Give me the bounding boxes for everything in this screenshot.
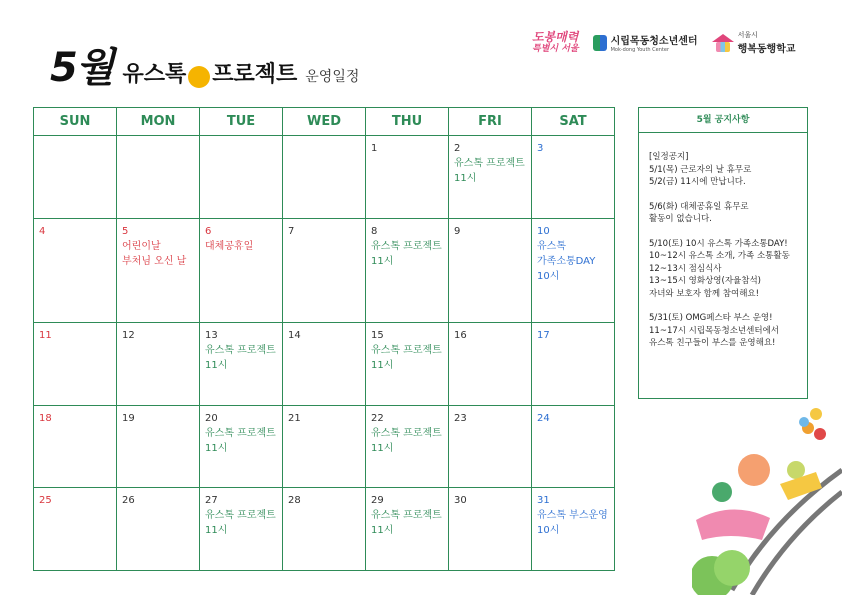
calendar-day-cell (117, 136, 200, 219)
day-number: 11 (39, 330, 52, 342)
calendar-week-row (34, 405, 615, 488)
notice-line: 5/2(금) 11시에 만납니다. (649, 177, 746, 187)
notice-line: 11~17시 시립목동청소년센터에서 (649, 325, 779, 336)
day-number: 8 (371, 225, 378, 237)
day-number: 9 (454, 225, 461, 237)
balloon-icon (799, 417, 809, 427)
calendar-day-cell (200, 218, 283, 323)
day-number: 6 (205, 225, 212, 237)
day-number: 18 (39, 412, 52, 424)
calendar-day-cell (449, 488, 532, 571)
cat-mascot-icon (738, 454, 770, 486)
calendar-day-cell (449, 323, 532, 406)
event-text: 11시 (371, 525, 394, 537)
day-number: 30 (454, 495, 467, 507)
calendar-day-cell (117, 405, 200, 488)
month-label: 5월 (50, 45, 113, 91)
weekday-header-row (34, 108, 615, 136)
notice-line: 5/6(화) 대체공휴일 휴무로 (649, 201, 749, 212)
calendar-day-cell (283, 488, 366, 571)
calendar-day-cell (532, 488, 615, 571)
calendar-day-cell (449, 136, 532, 219)
event-text: 부처님 오신 날 (122, 255, 187, 267)
calendar-day-cell (34, 218, 117, 323)
weekday-header: WED (283, 108, 366, 136)
notice-line: 활동이 없습니다. (649, 214, 712, 224)
youth-center-mark-icon (593, 35, 607, 51)
event-text: 유스톡 프로젝트 (371, 510, 442, 522)
calendar-day-cell (366, 488, 449, 571)
day-number: 21 (288, 412, 301, 424)
day-number: 12 (122, 330, 135, 342)
day-number: 25 (39, 495, 52, 507)
calendar-week-row (34, 488, 615, 571)
calendar-day-cell (532, 323, 615, 406)
day-number: 17 (537, 330, 550, 342)
cart-icon (696, 509, 770, 540)
notice-line: 5/31(토) OMG페스타 부스 운영! (649, 313, 773, 323)
day-number: 13 (205, 330, 218, 342)
event-text: 11시 (371, 255, 394, 267)
calendar-day-cell (200, 136, 283, 219)
happy-school-name: 행복동행학교 (737, 44, 796, 55)
notice-line: [일정공지] (649, 152, 689, 162)
weekday-header: SAT (532, 108, 615, 136)
balloon-icon (814, 428, 826, 440)
notice-line: 10~12시 유스톡 소개, 가족 소통활동 (649, 251, 790, 261)
notice-paragraph (649, 238, 797, 301)
youth-center-sub: Mok-dong Youth Center (610, 47, 670, 53)
notice-line: 유스톡 친구들이 부스를 운영해요! (649, 338, 776, 348)
calendar-day-cell (366, 136, 449, 219)
seoul-slogan-line1: 도봉매력 (532, 29, 579, 44)
event-text: 11시 (205, 360, 228, 372)
calendar-day-cell (34, 488, 117, 571)
day-number: 4 (39, 225, 46, 237)
calendar-week-row (34, 323, 615, 406)
calendar-grid (33, 107, 615, 571)
page-title (50, 36, 359, 93)
event-text: 11시 (371, 442, 394, 454)
calendar-day-cell (366, 405, 449, 488)
event-text: 유스톡 프로젝트 (454, 158, 525, 169)
notice-body (639, 133, 807, 350)
project-name-part-b: 프로젝트 (212, 62, 298, 87)
event-text: 유스톡 프로젝트 (205, 510, 276, 522)
calendar-day-cell (200, 323, 283, 406)
calendar-day-cell (34, 323, 117, 406)
weekday-header: MON (117, 108, 200, 136)
event-text: 어린이날 (122, 240, 161, 252)
schedule-subtitle: 운영일정 (305, 69, 360, 85)
calendar-day-cell (532, 136, 615, 219)
calendar-day-cell (117, 218, 200, 323)
day-number: 10 (537, 225, 550, 237)
event-text: 대체공휴일 (205, 240, 254, 252)
calendar-day-cell (283, 323, 366, 406)
notice-line: 5/1(목) 근로자의 날 휴무로 (649, 164, 752, 175)
event-text: 가족소통DAY (537, 255, 596, 267)
sponsor-logos (532, 30, 796, 55)
day-number: 31 (537, 495, 550, 507)
calendar-day-cell (366, 323, 449, 406)
calendar-day-cell (283, 405, 366, 488)
balloon-icon (810, 408, 822, 420)
day-number: 1 (371, 143, 378, 154)
day-number: 14 (288, 330, 301, 342)
day-number: 15 (371, 330, 384, 342)
calendar-day-cell (283, 218, 366, 323)
event-text: 유스톡 부스운영 (537, 510, 608, 522)
frog-mascot-icon (787, 461, 805, 479)
day-number: 29 (371, 495, 384, 507)
calendar-day-cell (532, 405, 615, 488)
day-number: 22 (371, 412, 384, 424)
weekday-header: THU (366, 108, 449, 136)
day-number: 28 (288, 495, 301, 507)
event-text: 유스톡 프로젝트 (205, 345, 276, 357)
happy-school-top: 서울시 (737, 31, 758, 39)
event-text: 유스톡 (537, 240, 566, 252)
weekday-header: SUN (34, 108, 117, 136)
happy-school-logo (712, 30, 796, 55)
event-text: 11시 (205, 525, 228, 537)
event-text: 유스톡 프로젝트 (371, 240, 442, 252)
event-text: 유스톡 프로젝트 (371, 345, 442, 357)
day-number: 24 (537, 412, 550, 424)
notice-paragraph (649, 151, 797, 189)
weekday-header: FRI (449, 108, 532, 136)
calendar-day-cell (117, 488, 200, 571)
seoul-slogan-line2: 특별시 서울 (532, 43, 579, 54)
day-number: 20 (205, 412, 218, 424)
event-text: 11시 (454, 173, 477, 184)
notice-panel (638, 107, 808, 399)
event-text: 10시 (537, 525, 560, 537)
seoul-slogan-logo (532, 31, 579, 55)
event-text: 10시 (537, 270, 560, 282)
smile-icon (188, 66, 210, 88)
project-name-part-a: 유스톡 (122, 62, 187, 87)
calendar-day-cell (200, 488, 283, 571)
calendar-day-cell (366, 218, 449, 323)
calendar-day-cell (283, 136, 366, 219)
day-number: 26 (122, 495, 135, 507)
calendar-week-row (34, 218, 615, 323)
notice-title: 5월 공지사항 (639, 108, 807, 133)
weekday-header: TUE (200, 108, 283, 136)
event-text: 11시 (371, 360, 394, 372)
calendar-day-cell (34, 136, 117, 219)
calendar-day-cell (200, 405, 283, 488)
day-number: 16 (454, 330, 467, 342)
youth-center-name: 시립목동청소년센터 (610, 36, 698, 47)
event-text: 11시 (205, 442, 228, 454)
bush-icon (714, 550, 750, 586)
calendar-day-cell (449, 405, 532, 488)
youth-center-logo (593, 32, 698, 53)
day-number: 23 (454, 412, 467, 424)
calendar-week-row (34, 136, 615, 219)
notice-line: 5/10(토) 10시 유스톡 가족소통DAY! (649, 238, 788, 249)
day-number: 19 (122, 412, 135, 424)
day-number: 2 (454, 143, 461, 154)
event-text: 유스톡 프로젝트 (371, 427, 442, 439)
calendar-day-cell (449, 218, 532, 323)
day-number: 5 (122, 225, 129, 237)
notice-paragraph (649, 312, 797, 350)
notice-paragraph (649, 201, 797, 226)
calendar-day-cell (117, 323, 200, 406)
day-number: 3 (537, 143, 544, 154)
day-number: 7 (288, 225, 295, 237)
day-number: 27 (205, 495, 218, 507)
house-icon (712, 34, 734, 52)
rollercoaster-mascot-illustration (692, 400, 842, 595)
event-text: 유스톡 프로젝트 (205, 427, 276, 439)
notice-line: 자녀와 보호자 함께 참여해요! (649, 288, 760, 299)
turtle-mascot-icon (712, 482, 732, 502)
calendar-day-cell (34, 405, 117, 488)
project-name (122, 57, 297, 88)
notice-line: 12~13시 점심식사 (649, 263, 722, 274)
calendar-day-cell (532, 218, 615, 323)
notice-line: 13~15시 영화상영(자율참석) (649, 276, 761, 286)
